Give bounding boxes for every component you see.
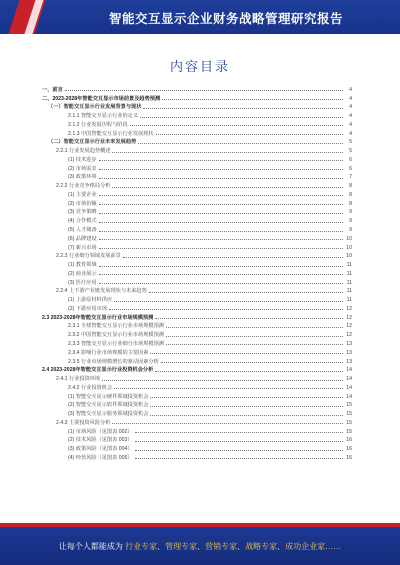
toc-entry-page: 4 (349, 95, 352, 102)
toc-entry-page: 12 (346, 314, 352, 321)
toc-dot-leader (112, 186, 343, 188)
footer-slogan (0, 541, 400, 552)
toc-dot-leader (166, 335, 343, 337)
toc-entry-page: 11 (346, 270, 352, 277)
toc-entry-text: 2.2.2 行业竞争格局分析 (56, 183, 111, 190)
toc-entry-page: 4 (349, 86, 352, 93)
toc-entry[interactable] (42, 321, 352, 330)
toc-entry-text: 二、2023-2028年智能交互显示市场前景及趋势预测 (42, 95, 161, 102)
toc-entry-text: 2.3.5 行业市场规模增长的驱动因素分析 (68, 358, 159, 365)
toc-entry[interactable] (42, 286, 352, 295)
toc-entry-page: 10 (346, 244, 352, 251)
toc-entry-text: (1) 主要企业 (68, 191, 97, 198)
toc-dot-leader (109, 308, 343, 310)
toc-entry-page: 9 (349, 209, 352, 216)
toc-dot-leader (99, 282, 343, 284)
toc-entry[interactable] (42, 365, 352, 374)
toc-entry-text: (2) 智能交互显示软件领域投资机会 (68, 402, 149, 409)
toc-entry-page: 16 (346, 446, 352, 453)
toc-entry-page: 12 (346, 332, 352, 339)
toc-entry-page: 14 (346, 376, 352, 383)
toc-dot-leader (150, 405, 343, 407)
toc-entry-text: (3) 竞争策略 (68, 209, 97, 216)
toc-entry[interactable] (42, 312, 352, 321)
toc-entry-text: (7) 新兴市场 (68, 244, 97, 251)
report-footer (0, 523, 400, 565)
toc-entry[interactable] (42, 84, 352, 93)
toc-entry-page: 10 (346, 253, 352, 260)
toc-entry[interactable] (42, 356, 352, 365)
toc-entry[interactable] (42, 110, 352, 119)
toc-entry[interactable] (42, 329, 352, 338)
toc-entry-page: 11 (346, 262, 352, 269)
toc-entry-text: (5) 人才储备 (68, 227, 97, 234)
toc-dot-leader (135, 457, 343, 459)
toc-entry-text: (3) 政策环境 (68, 174, 97, 181)
toc-dot-leader (166, 343, 343, 345)
toc-entry-text: (2) 市场份额 (68, 200, 97, 207)
toc-dot-leader (135, 449, 343, 451)
toc-entry[interactable] (42, 198, 352, 207)
toc-dot-leader (143, 107, 343, 109)
toc-entry-text: (1) 智能交互显示硬件领域投资机会 (68, 393, 149, 400)
toc-entry[interactable] (42, 233, 352, 242)
toc-entry[interactable] (42, 452, 352, 461)
toc-entry[interactable] (42, 268, 352, 277)
toc-entry[interactable] (42, 137, 352, 146)
toc-entry-text: (6) 品牌建设 (68, 235, 97, 242)
toc-entry-text: （二）智能交互显示行业未来发展趋势 (48, 139, 137, 146)
toc-entry-page: 8 (349, 183, 352, 190)
toc-entry[interactable] (42, 294, 352, 303)
toc-entry-page: 5 (349, 139, 352, 146)
toc-entry-page: 13 (346, 340, 352, 347)
report-title: 智能交互显示企业财务战略管理研究报告 (108, 12, 343, 26)
toc-entry-text: (3) 政策风险（见图表 004） (68, 446, 133, 453)
toc-entry[interactable] (42, 251, 352, 260)
toc-entry[interactable] (42, 145, 352, 154)
toc-dot-leader (99, 212, 343, 214)
toc-entry[interactable] (42, 102, 352, 111)
toc-entry-page: 7 (349, 174, 352, 181)
toc-dot-leader (161, 361, 343, 363)
toc-heading: 内容目录 (169, 59, 230, 74)
toc-entry-text: 2.1.2 行业发展历程与阶段 (68, 121, 128, 128)
toc-entry-text: 2.3.3 智能交互显示行业细分市场规模预测 (68, 340, 164, 347)
toc-entry[interactable] (42, 154, 352, 163)
toc-entry-text: (1) 上游原材料供应 (68, 297, 113, 304)
toc-entry-page: 9 (349, 227, 352, 234)
toc-entry-page: 6 (349, 156, 352, 163)
toc-dot-leader (150, 396, 343, 398)
toc-entry-text: (4) 经营风险（见图表 005） (68, 454, 133, 461)
toc-dot-leader (99, 168, 343, 170)
toc-dot-leader (102, 379, 343, 381)
toc-entry[interactable] (42, 172, 352, 181)
toc-entry-page: 16 (346, 437, 352, 444)
toc-dot-leader (99, 265, 343, 267)
toc-entry-text: 2.1.3 中国智能交互显示行业发展现状 (68, 130, 154, 137)
toc-entry-page: 13 (346, 349, 352, 356)
toc-entry[interactable] (42, 443, 352, 452)
toc-entry[interactable] (42, 215, 352, 224)
toc-entry-text: (1) 技术进步 (68, 156, 97, 163)
toc-entry-page: 4 (349, 113, 352, 120)
toc-dot-leader (99, 159, 343, 161)
toc-dot-leader (150, 414, 343, 416)
toc-dot-leader (150, 352, 343, 354)
toc-entry-page: 15 (346, 402, 352, 409)
toc-entry-text: (1) 市场风险（见图表 002） (68, 428, 133, 435)
toc-entry-page: 11 (346, 279, 352, 286)
toc-entry[interactable] (42, 303, 352, 312)
toc-entry-text: 2.3.4 影响行业市场规模的主要因素 (68, 349, 149, 356)
toc-entry-text: 2.4.1 行业投资环境 (56, 376, 101, 383)
toc-entry[interactable] (42, 119, 352, 128)
toc-entry[interactable] (42, 259, 352, 268)
toc-entry-page: 13 (346, 358, 352, 365)
footer-red-band (0, 523, 400, 527)
toc-dot-leader (99, 194, 343, 196)
table-of-contents (42, 84, 352, 461)
toc-entry[interactable] (42, 207, 352, 216)
toc-entry-text: 2.4.2 行业投资机会 (68, 384, 113, 391)
toc-entry-text: (2) 下游应用市场 (68, 305, 107, 312)
toc-entry[interactable] (42, 180, 352, 189)
toc-entry-text: 2.2.4 上下游产业链发展现状与未来趋势 (56, 288, 147, 295)
toc-entry-page: 9 (349, 218, 352, 225)
toc-entry-text: (2) 技术风险（见图表 003） (68, 437, 133, 444)
toc-entry-text: 2.3.1 全球智能交互显示行业市场规模预测 (68, 323, 164, 330)
toc-entry[interactable] (42, 93, 352, 102)
toc-dot-leader (135, 440, 343, 442)
toc-entry-page: 6 (349, 165, 352, 172)
toc-entry[interactable] (42, 400, 352, 409)
toc-dot-leader (149, 291, 343, 293)
toc-entry-page: 16 (346, 454, 352, 461)
toc-entry[interactable] (42, 373, 352, 382)
toc-entry-page: 14 (346, 393, 352, 400)
toc-entry-page: 15 (346, 428, 352, 435)
toc-entry[interactable] (42, 224, 352, 233)
toc-entry[interactable] (42, 347, 352, 356)
toc-dot-leader (135, 431, 343, 433)
toc-dot-leader (130, 124, 343, 126)
toc-dot-leader (114, 387, 343, 389)
toc-entry-page: 14 (346, 367, 352, 374)
toc-dot-leader (156, 133, 343, 135)
toc-entry-text: (4) 合作模式 (68, 218, 97, 225)
toc-entry[interactable] (42, 163, 352, 172)
toc-dot-leader (155, 370, 343, 372)
toc-entry-page: 8 (349, 200, 352, 207)
toc-dot-leader (123, 256, 343, 258)
toc-entry-text: 2.3 2023-2028年智能交互显示行业市场规模预测 (42, 314, 154, 321)
toc-dot-leader (99, 221, 343, 223)
toc-entry[interactable] (42, 382, 352, 391)
toc-entry-page: 15 (346, 419, 352, 426)
toc-entry-text: 2.4 2023-2028年智能交互显示行业投资机会分析 (42, 367, 154, 374)
toc-entry-page: 4 (349, 104, 352, 111)
toc-entry[interactable] (42, 128, 352, 137)
toc-dot-leader (99, 177, 343, 179)
toc-entry[interactable] (42, 408, 352, 417)
toc-dot-leader (114, 300, 343, 302)
report-header (0, 0, 400, 34)
toc-entry-page: 4 (349, 130, 352, 137)
toc-entry-text: （一）智能交互显示行业发展背景与现状 (48, 104, 142, 111)
toc-entry[interactable] (42, 417, 352, 426)
toc-entry-text: 2.4.3 主要投资风险分析 (56, 419, 111, 426)
toc-dot-leader (155, 317, 343, 319)
toc-entry-text: (3) 医疗应用 (68, 279, 97, 286)
toc-entry-page: 12 (346, 323, 352, 330)
toc-entry[interactable] (42, 338, 352, 347)
footer-slogan-lead: 让每个人都能成为 (58, 542, 123, 551)
toc-entry[interactable] (42, 189, 352, 198)
toc-entry-text: (2) 商业展示 (68, 270, 97, 277)
toc-entry-page: 5 (349, 148, 352, 155)
toc-entry[interactable] (42, 426, 352, 435)
toc-dot-leader (99, 273, 343, 275)
toc-dot-leader (99, 230, 343, 232)
toc-dot-leader (99, 247, 343, 249)
toc-entry-text: (3) 智能交互显示服务领域投资机会 (68, 411, 149, 418)
toc-dot-leader (140, 116, 343, 118)
toc-entry-text: 2.3.2 中国智能交互显示行业市场规模预测 (68, 332, 164, 339)
toc-dot-leader (99, 203, 343, 205)
toc-entry-page: 15 (346, 411, 352, 418)
footer-slogan-roles: 行业专家、管理专家、营销专家、战略专家、成功企业家…… (125, 542, 342, 551)
toc-entry-text: 2.2.3 行业细分领域发展前景 (56, 253, 121, 260)
toc-entry[interactable] (42, 242, 352, 251)
toc-dot-leader (162, 98, 343, 100)
toc-entry-page: 12 (346, 305, 352, 312)
toc-dot-leader (138, 142, 343, 144)
toc-entry-text: 2.1.1 智能交互显示行业的定义 (68, 113, 139, 120)
toc-entry-text: (2) 市场需求 (68, 165, 97, 172)
toc-entry-page: 11 (346, 288, 352, 295)
toc-entry-text: 一、前言 (42, 86, 63, 93)
toc-entry-page: 4 (349, 121, 352, 128)
toc-dot-leader (99, 238, 343, 240)
toc-entry-text: (1) 教育领域 (68, 262, 97, 269)
toc-entry-page: 10 (346, 235, 352, 242)
toc-entry-text: 2.2.1 行业发展趋势概述 (56, 148, 111, 155)
toc-dot-leader (112, 422, 343, 424)
toc-dot-leader (65, 89, 343, 91)
toc-entry-page: 8 (349, 191, 352, 198)
toc-entry-page: 11 (346, 297, 352, 304)
toc-entry[interactable] (42, 277, 352, 286)
toc-entry[interactable] (42, 435, 352, 444)
toc-dot-leader (166, 326, 343, 328)
toc-entry-page: 14 (346, 384, 352, 391)
toc-entry[interactable] (42, 391, 352, 400)
toc-dot-leader (112, 151, 343, 153)
